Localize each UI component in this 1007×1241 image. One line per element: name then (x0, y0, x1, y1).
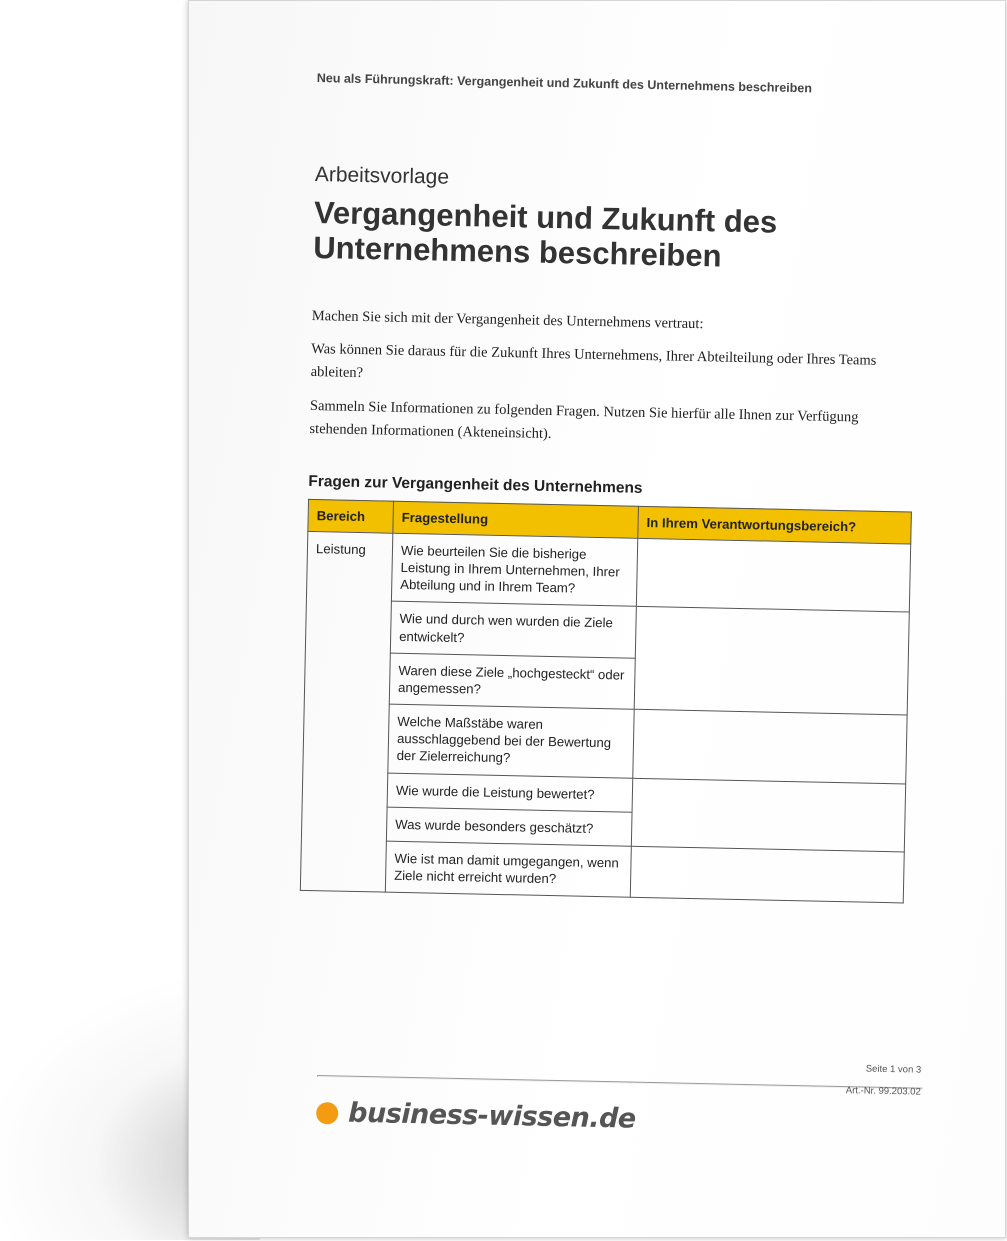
question-cell: Wie beurteilen Sie die bisherige Leistung in Ihrem Unternehmen, Ihrer Abteilung und in Ihrem Team? (391, 533, 637, 607)
question-cell: Was wurde besonders geschätzt? (386, 807, 632, 846)
page-info (846, 1058, 922, 1103)
document-type: Arbeitsvorlage (314, 162, 450, 189)
intro-paragraph: Was können Sie daraus für die Zukunft Ihres Unternehmens, Ihrer Abteilteilung oder Ihres Teams ableiten? (310, 341, 877, 382)
document-content (300, 71, 921, 904)
column-header-question: Fragestellung (393, 501, 639, 538)
answer-cell[interactable] (631, 778, 905, 852)
column-header-area: Bereich (308, 499, 394, 533)
document-title: Vergangenheit und Zukunft des Unternehmens beschreiben (312, 194, 778, 274)
table-row (303, 702, 907, 783)
footer-divider (317, 1075, 923, 1090)
logo-text: business-wissen.de (347, 1097, 637, 1135)
question-cell: Waren diese Ziele „hochgesteckt“ oder angemessen? (389, 653, 635, 709)
intro-paragraph: Machen Sie sich mit der Vergangenheit des Unternehmens vertraut: (311, 307, 704, 333)
question-cell: Welche Maßstäbe waren ausschlaggebend bei der Bewertung der Zielerreichung? (388, 704, 634, 778)
table-row (306, 531, 910, 612)
answer-cell[interactable] (636, 538, 910, 612)
question-cell: Wie und durch wen wurden die Ziele entwickelt? (390, 602, 636, 658)
running-header: Neu als Führungskraft: Vergangenheit und Zukunft des Unternehmens beschreiben (316, 71, 813, 96)
page-number: Seite 1 von 3 (865, 1063, 922, 1076)
question-cell: Wie wurde die Leistung bewertet? (387, 773, 633, 812)
intro-paragraph: Sammeln Sie Informationen zu folgenden Fragen. Nutzen Sie hierfür alle Ihnen zur Verfügung stehenden Informationen (Akteneinsicht). (309, 397, 859, 442)
intro-text (309, 305, 916, 454)
section-heading: Fragen zur Vergangenheit des Unternehmens (308, 472, 643, 497)
answer-cell[interactable] (633, 709, 907, 783)
question-cell: Wie ist man damit umgegangen, wenn Ziele nicht erreicht wurden? (385, 841, 631, 897)
questions-table (300, 499, 912, 904)
article-number: Art.-Nr. 99.203.02 (845, 1084, 921, 1098)
answer-cell[interactable] (630, 846, 904, 903)
document-page (188, 0, 1006, 1238)
column-header-responsibility: In Ihrem Verantwortungsbereich? (638, 506, 912, 544)
page-footer (317, 1063, 922, 1135)
brand-logo (316, 1097, 636, 1135)
logo-dot-icon (316, 1101, 338, 1123)
answer-cell[interactable] (634, 607, 909, 715)
area-cell: Leistung (300, 531, 393, 892)
